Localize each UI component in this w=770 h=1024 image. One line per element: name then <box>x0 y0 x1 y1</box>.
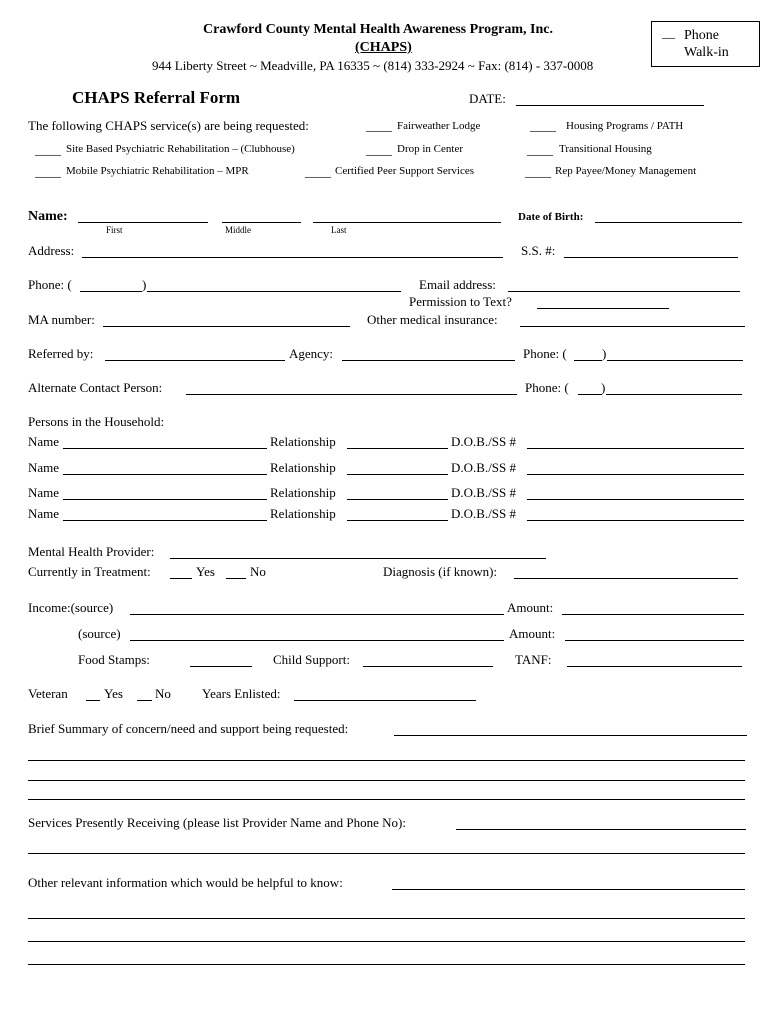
household-name-field[interactable] <box>63 448 267 449</box>
household-name-field[interactable] <box>63 520 267 521</box>
other-info-line[interactable] <box>28 918 745 919</box>
alt-contact-label: Alternate Contact Person: <box>28 380 163 395</box>
veteran-no: No <box>155 686 171 701</box>
income-amount-label: Amount: <box>507 600 554 615</box>
contact-phone: Phone <box>684 28 719 43</box>
phone-area-field[interactable] <box>80 291 142 292</box>
income-amount2-field[interactable] <box>565 640 744 641</box>
service-drop-in: Drop in Center <box>397 143 463 155</box>
service-mpr: Mobile Psychiatric Rehabilitation – MPR <box>66 165 249 177</box>
treatment-no: No <box>250 564 266 579</box>
household-relationship-field[interactable] <box>347 520 448 521</box>
service-blank[interactable]: ____ <box>366 118 392 133</box>
text-permission-field[interactable] <box>537 308 669 309</box>
services-receiving-field[interactable] <box>456 829 746 830</box>
ss-field[interactable] <box>564 257 738 258</box>
household-relationship-label: Relationship <box>270 434 336 449</box>
org-abbr: (CHAPS) <box>355 40 412 55</box>
summary-label: Brief Summary of concern/need and support being requested: <box>28 721 349 736</box>
veteran-label: Veteran <box>28 686 68 701</box>
income-source-label: Income:(source) <box>28 600 114 615</box>
phone-field[interactable] <box>147 291 401 292</box>
service-blank[interactable]: ____ <box>366 142 392 157</box>
diagnosis-label: Diagnosis (if known): <box>383 564 498 579</box>
summary-line[interactable] <box>28 780 745 781</box>
treatment-yes-blank[interactable] <box>170 578 192 579</box>
income-source2-field[interactable] <box>130 640 504 641</box>
summary-line[interactable] <box>28 799 745 800</box>
ref-phone-close: ) <box>602 346 607 361</box>
income-amount2-label: Amount: <box>509 626 556 641</box>
service-blank[interactable]: ____ <box>527 142 553 157</box>
first-caption: First <box>106 225 123 235</box>
years-enlisted-field[interactable] <box>294 700 476 701</box>
service-blank[interactable]: ____ <box>305 164 331 179</box>
text-permission-label: Permission to Text? <box>409 294 512 309</box>
years-enlisted-label: Years Enlisted: <box>202 686 281 701</box>
service-rep-payee: Rep Payee/Money Management <box>555 165 697 177</box>
household-heading: Persons in the Household: <box>28 414 165 429</box>
referred-by-label: Referred by: <box>28 346 94 361</box>
service-clubhouse: Site Based Psychiatric Rehabilitation – (Clubhouse) <box>66 143 295 155</box>
services-receiving-label: Services Presently Receiving (please list Provider Name and Phone No): <box>28 815 406 830</box>
summary-field[interactable] <box>394 735 747 736</box>
veteran-no-blank[interactable] <box>137 700 152 701</box>
child-support-field[interactable] <box>363 666 493 667</box>
ref-phone-area-field[interactable] <box>574 360 602 361</box>
other-info-line[interactable] <box>28 941 745 942</box>
email-field[interactable] <box>508 291 740 292</box>
date-field[interactable] <box>516 105 704 106</box>
alt-phone-close: ) <box>601 380 606 395</box>
alt-contact-field[interactable] <box>186 394 517 395</box>
service-blank[interactable]: ____ <box>35 164 61 179</box>
household-relationship-label: Relationship <box>270 460 336 475</box>
income-amount-field[interactable] <box>562 614 744 615</box>
contact-dash[interactable]: __ <box>662 25 675 40</box>
food-stamps-field[interactable] <box>190 666 252 667</box>
treatment-no-blank[interactable] <box>226 578 246 579</box>
treatment-label: Currently in Treatment: <box>28 564 151 579</box>
service-peer: Certified Peer Support Services <box>335 165 474 177</box>
income-source2-label: (source) <box>78 626 121 641</box>
service-blank[interactable]: ____ <box>530 118 556 133</box>
service-housing: Housing Programs / PATH <box>566 120 684 132</box>
middle-caption: Middle <box>225 225 251 235</box>
household-dob-field[interactable] <box>527 448 744 449</box>
household-name-label: Name <box>28 506 60 521</box>
service-blank[interactable]: ____ <box>35 142 61 157</box>
ma-field[interactable] <box>103 326 350 327</box>
ss-label: S.S. #: <box>521 243 556 258</box>
phone-label: Phone: ( <box>28 277 72 292</box>
tanf-field[interactable] <box>567 666 742 667</box>
household-name-label: Name <box>28 434 60 449</box>
household-dob-field[interactable] <box>527 520 744 521</box>
services-intro: The following CHAPS service(s) are being requested: <box>28 118 309 133</box>
email-label: Email address: <box>419 277 496 292</box>
diagnosis-field[interactable] <box>514 578 738 579</box>
household-name-field[interactable] <box>63 474 267 475</box>
household-relationship-label: Relationship <box>270 485 336 500</box>
first-name-field[interactable] <box>78 222 208 223</box>
ma-label: MA number: <box>28 312 95 327</box>
last-caption: Last <box>331 225 347 235</box>
provider-label: Mental Health Provider: <box>28 544 155 559</box>
agency-label: Agency: <box>289 346 334 361</box>
household-dob-label: D.O.B./SS # <box>451 434 517 449</box>
name-label: Name: <box>28 209 68 224</box>
other-info-line[interactable] <box>28 964 745 965</box>
ref-phone-field[interactable] <box>607 360 743 361</box>
household-relationship-field[interactable] <box>347 474 448 475</box>
org-address: 944 Liberty Street ~ Meadville, PA 16335 ~ (814) 333-2924 ~ Fax: (814) - 337-0008 <box>152 58 594 73</box>
dob-field[interactable] <box>595 222 742 223</box>
household-dob-label: D.O.B./SS # <box>451 460 517 475</box>
page-title: CHAPS Referral Form <box>72 88 241 107</box>
provider-field[interactable] <box>170 558 546 559</box>
other-insurance-field[interactable] <box>520 326 745 327</box>
household-dob-label: D.O.B./SS # <box>451 506 517 521</box>
other-info-label: Other relevant information which would be helpful to know: <box>28 875 343 890</box>
treatment-yes: Yes <box>196 564 215 579</box>
summary-line[interactable] <box>28 760 745 761</box>
contact-walkin: Walk-in <box>684 45 729 60</box>
last-name-field[interactable] <box>313 222 501 223</box>
veteran-yes-blank[interactable] <box>86 700 100 701</box>
date-label: DATE: <box>469 91 506 106</box>
household-relationship-label: Relationship <box>270 506 336 521</box>
veteran-yes: Yes <box>104 686 123 701</box>
agency-field[interactable] <box>342 360 515 361</box>
household-relationship-field[interactable] <box>347 499 448 500</box>
address-label: Address: <box>28 243 75 258</box>
other-insurance-label: Other medical insurance: <box>367 312 498 327</box>
dob-label: Date of Birth: <box>518 211 584 223</box>
referred-by-field[interactable] <box>105 360 285 361</box>
services-receiving-line[interactable] <box>28 853 745 854</box>
service-transitional: Transitional Housing <box>559 143 652 155</box>
household-name-label: Name <box>28 485 60 500</box>
household-dob-field[interactable] <box>527 474 744 475</box>
household-relationship-field[interactable] <box>347 448 448 449</box>
other-info-field[interactable] <box>392 889 745 890</box>
alt-phone-label: Phone: ( <box>525 380 569 395</box>
service-blank[interactable]: ____ <box>525 164 551 179</box>
org-name: Crawford County Mental Health Awareness Program, Inc. <box>203 22 553 37</box>
household-dob-label: D.O.B./SS # <box>451 485 517 500</box>
middle-name-field[interactable] <box>222 222 301 223</box>
household-name-label: Name <box>28 460 60 475</box>
ref-phone-label: Phone: ( <box>523 346 567 361</box>
address-field[interactable] <box>82 257 503 258</box>
tanf-label: TANF: <box>515 652 552 667</box>
service-fairweather: Fairweather Lodge <box>397 120 481 132</box>
alt-phone-field[interactable] <box>606 394 742 395</box>
household-name-field[interactable] <box>63 499 267 500</box>
income-source-field[interactable] <box>130 614 504 615</box>
phone-close: ) <box>142 277 147 292</box>
household-dob-field[interactable] <box>527 499 744 500</box>
food-stamps-label: Food Stamps: <box>78 652 150 667</box>
alt-phone-area-field[interactable] <box>578 394 602 395</box>
child-support-label: Child Support: <box>273 652 350 667</box>
